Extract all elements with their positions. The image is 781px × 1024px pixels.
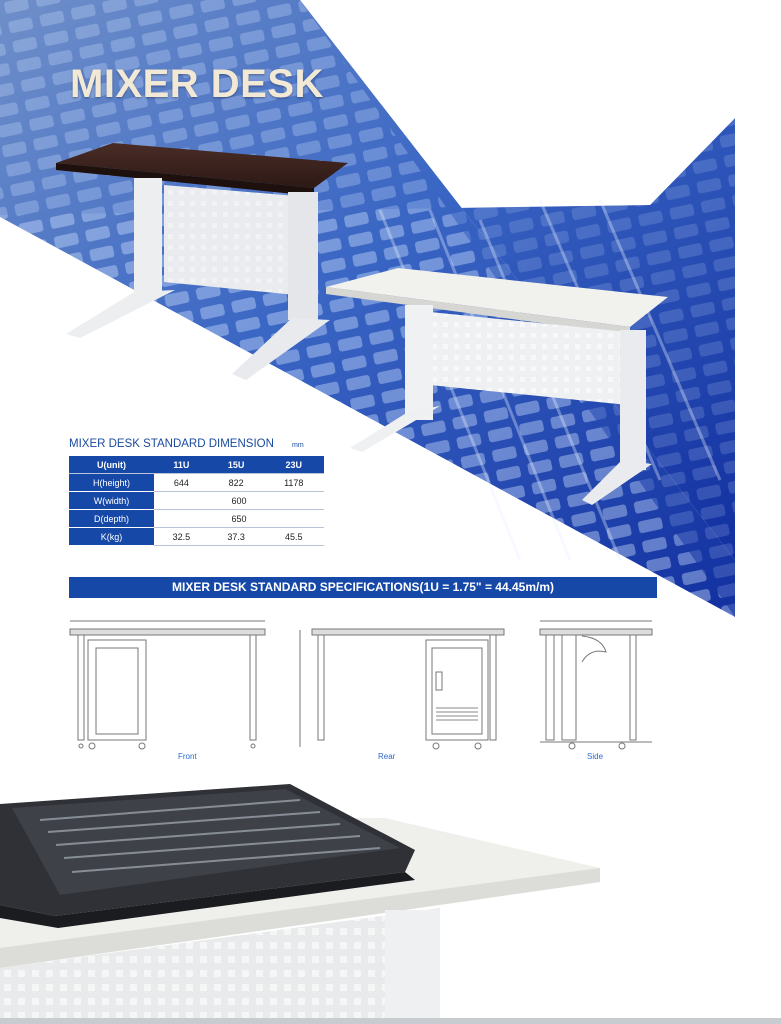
row-label: K(kg) <box>69 528 154 546</box>
table-cell: 644 <box>154 474 209 492</box>
dimension-heading: MIXER DESK STANDARD DIMENSION <box>69 438 274 450</box>
table-cell: 1178 <box>264 474 325 492</box>
table-row <box>69 510 324 528</box>
dimension-table <box>69 456 324 546</box>
table-row <box>69 492 324 510</box>
header-cell: U(unit) <box>69 456 154 474</box>
page-title: MIXER DESK <box>70 62 324 106</box>
header-cell: 23U <box>264 456 325 474</box>
bottom-band <box>0 1018 781 1024</box>
table-cell: 650 <box>154 510 324 528</box>
row-label: H(height) <box>69 474 154 492</box>
table-cell: 32.5 <box>154 528 209 546</box>
table-cell: 45.5 <box>264 528 325 546</box>
table-header-row <box>69 456 324 474</box>
table-cell: 600 <box>154 492 324 510</box>
spec-title-bar: MIXER DESK STANDARD SPECIFICATIONS(1U = 1.75" = 44.45m/m) <box>69 577 657 598</box>
row-label: D(depth) <box>69 510 154 528</box>
table-cell: 37.3 <box>209 528 264 546</box>
side-view-label: Side <box>587 752 604 761</box>
rear-view-label: Rear <box>378 752 396 761</box>
table-cell: 822 <box>209 474 264 492</box>
dimension-unit: mm <box>292 442 304 449</box>
row-label: W(width) <box>69 492 154 510</box>
table-row <box>69 528 324 546</box>
header-cell: 15U <box>209 456 264 474</box>
table-row <box>69 474 324 492</box>
header-cell: 11U <box>154 456 209 474</box>
front-view-label: Front <box>178 752 197 761</box>
